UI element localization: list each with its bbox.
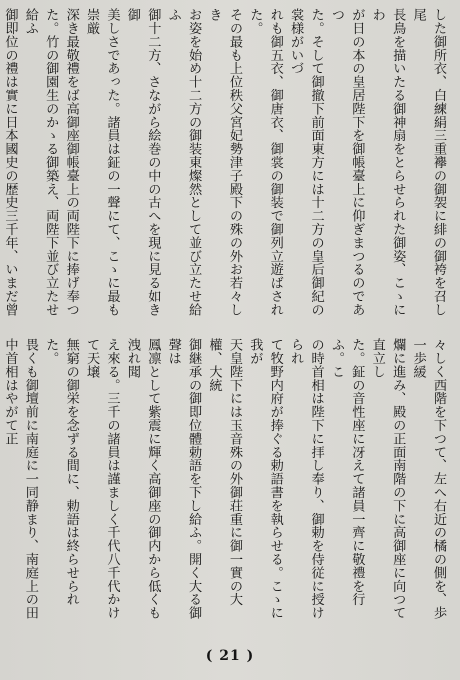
text-line: した御所衣、白練絹三重襷の御袈に緋の御袴を召し尾	[410, 8, 446, 317]
text-line: 鳳凛として紫震に輝く高御座の御内から低くも洩れ聞	[124, 338, 161, 620]
text-line: 天皇陛下には玉音殊の外御荘重に御一實の大權、大統	[206, 338, 242, 606]
text-line: た。鉦の音性座に冴えて諸員一齊に敬禮を行ふ。こ	[328, 338, 365, 606]
text-line: 長鳥を描いたる御神扇をとらせられた御姿、こゝにわ	[369, 8, 406, 317]
text-line: 御即位の禮は實に日本國史の歴史三千年、いまだ曾	[2, 8, 18, 317]
text-line: 深き最敬禮をば高御座御帳臺上の両陛下に捧げ奉つ	[63, 8, 79, 317]
lower-text-block	[2, 338, 448, 628]
text-line: た。そして御撤下前面東方には十二方の皇后御紀の裳様がいづ	[288, 8, 324, 317]
page-number: ( 21 )	[205, 648, 255, 664]
text-line: た。竹の御園生のかゝる御築え、両陛下並び立たせ給ふ	[22, 8, 59, 317]
text-line: 無窮の御栄を念ずる間に、勅語は終らせられた。	[43, 338, 79, 606]
text-line: の時首相は陛下に拝し奉り、御勅を侍従に授けられ	[288, 338, 324, 620]
text-line: お姿を始め十二方の御装東燦然として並び立たせ給ふ	[165, 8, 202, 317]
upper-text-block	[2, 8, 448, 326]
text-line: その最も上位秩父宮妃勢津子殿下の殊の外お若々しき	[206, 8, 242, 317]
text-line: て牧野内府が捧ぐる勅語書を執らせる。こゝに我が	[247, 338, 283, 620]
text-line: 御継承の御即位體勅語を下し給ふ。開く大る御聲は	[165, 338, 202, 620]
text-line: れも御五衣、御唐衣、御裳の御装で御列立遊ばされた。	[247, 8, 283, 317]
text-line: え來る。三千の諸員は謹ましく千代八千代かけて天壌	[84, 338, 120, 620]
text-line: が日の本の皇居陛下を御帳臺上に仰ぎまつるのであつ	[328, 8, 365, 317]
text-line: 御十二方、さながら絵巻の中の古へを現に見る如き御	[124, 8, 161, 317]
text-line: 々しく西階を下つて、左へ右近の橘の側を、歩一歩緩	[410, 338, 446, 620]
text-line: 美しさであった。諸員は鉦の一聲にて、こゝに最も崇厳	[84, 8, 120, 317]
text-line: 爛に進み、殿の正面南階の下に高御座に向つて直立し	[369, 338, 406, 620]
text-line: 畏くも御壇前に南庭に一同静まり、南庭上の田中首相はやがて正	[2, 338, 38, 620]
